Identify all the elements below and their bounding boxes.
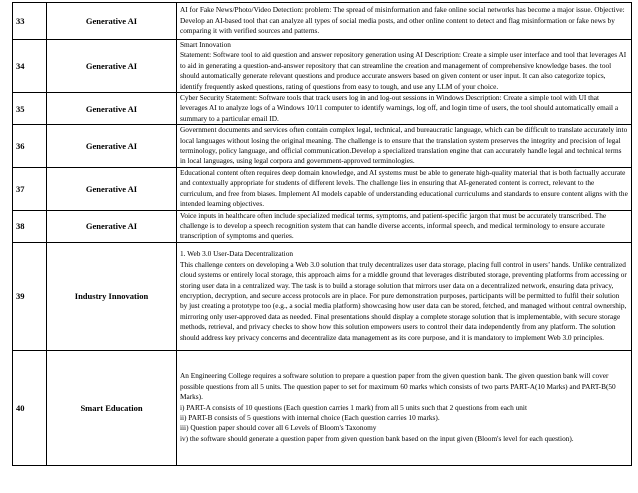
row-category: Generative AI: [47, 167, 177, 210]
description-line: 1. Web 3.0 User-Data Decentralization: [180, 249, 293, 259]
row-category: Smart Education: [47, 350, 177, 465]
row-number: 37: [13, 167, 47, 210]
row-number: 40: [13, 350, 47, 465]
description-line: AI for Fake News/Photo/Video Detection: problem: The spread of misinformation and fake online social networks has become a major issue. Objective: Develop an AI-based tool that can analyze all types of social media posts, and other online content to detect and flag misinformation or fake news by comparing it with verified sources and patterns.: [180, 5, 625, 36]
table-row: [13, 167, 632, 210]
table-row: [13, 3, 632, 40]
description-line: This challenge centers on developing a Web 3.0 solution that truly decentralizes user data storage, placing full control in users’ hands. Unlike centralized cloud systems or entirely local storage, this approach aims for a middle ground that leverages distributed storage, preventing platforms from accessing or storing user data in a centralized way. The task is to build a storage solution that mirrors user data on a decentralized network, ensuring data privacy, encryption, decryption, and secure access protocols are in place. For pure demonstration purposes, participants will be permitted to fulfil their solution by just creating a prototype too (e.g., a social media platform) showcasing how user data can be stored, fetched, and managed without central ownership, mirroring only user-approved data as needed. Final presentations should display a complete storage solution that is implementable, with secure storage methods, retrieval, and privacy checks to show how this solution empowers users to control their data independently from any platform. The solution should address key privacy concerns and decentralize data management as its core purpose, and it is mandatory to implement Web 3.0 principles.: [180, 259, 627, 342]
table-row: [13, 40, 632, 93]
table-row: [13, 125, 632, 168]
row-number: 34: [13, 40, 47, 93]
description-line: Educational content often requires deep domain knowledge, and AI systems must be able to generate high-quality material that is both factually accurate and contextually appropriate for students of different levels. The challenge lies in ensuring that AI-generated content is correct, relevant to the curriculum, and free from biases. Implement AI models capable of understanding educational curriculums and standards to ensure content aligns with the intended learning objectives.: [180, 167, 628, 209]
description-line: iv) the software should generate a question paper from given question bank based on the input given (Bloom's level for each question).: [180, 433, 574, 443]
row-category: Industry Innovation: [47, 242, 177, 350]
table-row: [13, 350, 632, 465]
table-row: [13, 93, 632, 125]
row-description: [177, 242, 632, 350]
row-category: Generative AI: [47, 125, 177, 168]
description-line: Voice inputs in healthcare often include specialized medical terms, symptoms, and patient-specific jargon that must be accurately transcribed. The challenge is to develop a speech recognition system that can handle diverse accents, informal speech, and medical terminology to ensure accurate transcription of symptoms and queries.: [180, 210, 607, 241]
description-line: Statement: Software tool to aid question and answer repository generation using AI Description: Create a simple user interface and tool that leverages AI to aid in generating a question-and-answer repository that can streamline the creation and management of comprehensive knowledge bases. the tool should automatically generate relevant questions and produce accurate answers based on given content or user input. It can also categorize topics, identify frequently asked questions, rating of questions from easy to tough, and use any LLM of your choice.: [180, 50, 627, 91]
table-row: [13, 242, 632, 350]
row-number: 39: [13, 242, 47, 350]
row-description: [177, 167, 632, 210]
row-category: Generative AI: [47, 210, 177, 242]
row-number: 33: [13, 3, 47, 40]
description-line: Cyber Security Statement: Software tools that track users log in and log-out sessions in Windows Description: Create a simple tool with UI that leverages AI to analyze logs of a Windows 10/11 computer to identify warnings, log off, and login time of users, the tool should automatically email a summary to a particular email ID.: [180, 93, 619, 123]
row-description: [177, 3, 632, 40]
row-description: [177, 350, 632, 465]
row-description: [177, 93, 632, 125]
problem-statements-table: [12, 2, 632, 466]
row-category: Generative AI: [47, 40, 177, 93]
description-line: i) PART-A consists of 10 questions (Each question carries 1 mark) from all 5 units such that 2 questions from each unit: [180, 402, 527, 412]
table-row: [13, 210, 632, 242]
row-number: 36: [13, 125, 47, 168]
description-line: ii) PART-B consists of 5 questions with internal choice (Each question carries 10 marks).: [180, 412, 440, 422]
description-line: iii) Question paper should cover all 6 Levels of Bloom's Taxonomy: [180, 423, 377, 433]
row-number: 35: [13, 93, 47, 125]
description-line: An Engineering College requires a software solution to prepare a question paper from the given question bank. The given question bank will cover possible questions from all 5 units. The question paper to set for maximum 60 marks which consists of two parts PART-A(10 Marks) and PART-B(50 Marks).: [180, 371, 616, 402]
row-description: [177, 210, 632, 242]
description-line: Government documents and services often contain complex legal, technical, and bureaucratic language, which can be difficult to translate accurately into local languages without losing the original meaning. The challenge is to ensure that the translation system preserves the integrity and precision of legal terminology, policy language, and official communication.Develop a specialized translation engine that can accurately handle legal and technical terms in local languages, using legal corpora and government-approved terminologies.: [180, 125, 628, 166]
description-line: Smart Innovation: [180, 40, 231, 49]
row-category: Generative AI: [47, 3, 177, 40]
row-category: Generative AI: [47, 93, 177, 125]
row-description: [177, 125, 632, 168]
row-number: 38: [13, 210, 47, 242]
row-description: [177, 40, 632, 93]
